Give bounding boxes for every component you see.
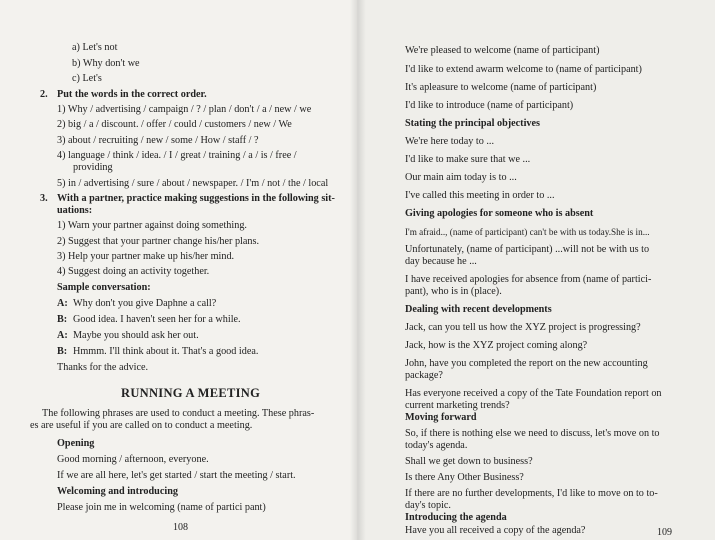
task-2-item-5: 5) in / advertising / sure / about / newspaper. / I'm / not / the / local	[57, 178, 329, 189]
welcome-line-3: I'd like to extend awarm welcome to (name of participant)	[405, 64, 642, 75]
task-2-title: Put the words in the correct order.	[57, 89, 207, 100]
apology-line-3-cont: pant), who is in (place).	[405, 286, 502, 297]
task-2-item-4-cont: providing	[73, 162, 113, 173]
conversation-speaker: A:	[57, 330, 68, 341]
opening-line-2: If we are all here, let's get started / start the meeting / start.	[57, 470, 296, 481]
task-2-item-3: 3) about / recruiting / new / some / How / staff / ?	[57, 135, 259, 146]
option-a: a) Let's not	[72, 42, 118, 53]
option-c: c) Let's	[72, 73, 102, 84]
sample-conversation-title: Sample conversation:	[57, 282, 151, 293]
forward-line-4: If there are no further developments, I'd like to move on to to-	[405, 488, 658, 499]
apology-line-2-cont: day because he ...	[405, 256, 477, 267]
intro-paragraph: The following phrases are used to conduct a meeting. These phras-	[42, 408, 315, 419]
objective-line-4: I've called this meeting in order to ...	[405, 190, 555, 201]
objective-line-1: We're here today to ...	[405, 136, 494, 147]
intro-paragraph-cont: es are useful if you are called on to conduct a meeting.	[30, 420, 253, 431]
apology-line-1: I'm afraid.., (name of participant) can't be with us today.She is in...	[405, 227, 650, 237]
task-2-item-2: 2) big / a / discount. / offer / could / customers / new / We	[57, 119, 292, 130]
task-3-item-2: 2) Suggest that your partner change his/her plans.	[57, 236, 259, 247]
welcoming-title: Welcoming and introducing	[57, 486, 178, 497]
agenda-line-1: Have you all received a copy of the agenda?	[405, 525, 586, 536]
conversation-speaker: A:	[57, 298, 68, 309]
moving-forward-title: Moving forward	[405, 412, 477, 423]
welcoming-line-1: Please join me in welcoming (name of partici pant)	[57, 502, 266, 513]
welcome-line-5: I'd like to introduce (name of participant)	[405, 100, 574, 111]
page-number-right: 109	[657, 527, 672, 538]
task-2-item-1: 1) Why / advertising / campaign / ? / plan / don't / a / new / we	[57, 104, 312, 115]
apologies-title: Giving apologies for someone who is absent	[405, 208, 594, 219]
task-3-number: 3.	[40, 193, 48, 204]
right-page	[357, 0, 715, 540]
recent-line-3-cont: package?	[405, 370, 443, 381]
task-3-title-cont: uations:	[57, 205, 93, 216]
forward-line-2: Shall we get down to business?	[405, 456, 533, 467]
recent-line-4-cont: current marketing trends?	[405, 400, 510, 411]
recent-line-1: Jack, can you tell us how the XYZ project is progressing?	[405, 322, 641, 333]
task-3-title: With a partner, practice making suggestions in the following sit-	[57, 193, 335, 204]
conversation-line: Hmmm. I'll think about it. That's a good idea.	[73, 346, 259, 357]
conversation-line: Maybe you should ask her out.	[73, 330, 199, 341]
forward-line-4-cont: day's topic.	[405, 500, 451, 511]
task-3-item-1: 1) Warn your partner against doing something.	[57, 220, 247, 231]
conversation-speaker: B:	[57, 346, 68, 357]
apology-line-3: I have received apologies for absence from (name of partici-	[405, 274, 652, 285]
left-page	[0, 0, 357, 540]
recent-line-3: John, have you completed the report on the new accounting	[405, 358, 648, 369]
recent-line-2: Jack, how is the XYZ project coming along?	[405, 340, 588, 351]
section-title: RUNNING A MEETING	[121, 386, 261, 400]
welcome-line-2: We're pleased to welcome (name of participant)	[405, 45, 600, 56]
page-number-left: 108	[173, 522, 188, 533]
agenda-title: Introducing the agenda	[405, 512, 507, 523]
objective-line-2: I'd like to make sure that we ...	[405, 154, 531, 165]
task-3-item-4: 4) Suggest doing an activity together.	[57, 266, 210, 277]
objectives-title: Stating the principal objectives	[405, 118, 540, 129]
opening-line-1: Good morning / afternoon, everyone.	[57, 454, 209, 465]
conversation-speaker: B:	[57, 314, 68, 325]
option-b: b) Why don't we	[72, 58, 140, 69]
conversation-line: Why don't you give Daphne a call?	[73, 298, 217, 309]
objective-line-3: Our main aim today is to ...	[405, 172, 517, 183]
opening-title: Opening	[57, 438, 95, 449]
recent-line-4: Has everyone received a copy of the Tate Foundation report on	[405, 388, 662, 399]
book-gutter	[350, 0, 366, 540]
recent-developments-title: Dealing with recent developments	[405, 304, 552, 315]
welcome-line-4: It's apleasure to welcome (name of participant)	[405, 82, 597, 93]
forward-line-3: Is there Any Other Business?	[405, 472, 524, 483]
thanks-line: Thanks for the advice.	[57, 362, 149, 373]
conversation-line: Good idea. I haven't seen her for a while.	[73, 314, 241, 325]
forward-line-1-cont: today's agenda.	[405, 440, 468, 451]
task-2-item-4: 4) language / think / idea. / I / great / training / a / is / free /	[57, 150, 297, 161]
forward-line-1: So, if there is nothing else we need to discuss, let's move on to	[405, 428, 660, 439]
apology-line-2: Unfortunately, (name of participant) ...will not be with us to	[405, 244, 650, 255]
task-3-item-3: 3) Help your partner make up his/her mind.	[57, 251, 235, 262]
task-2-number: 2.	[40, 89, 48, 100]
